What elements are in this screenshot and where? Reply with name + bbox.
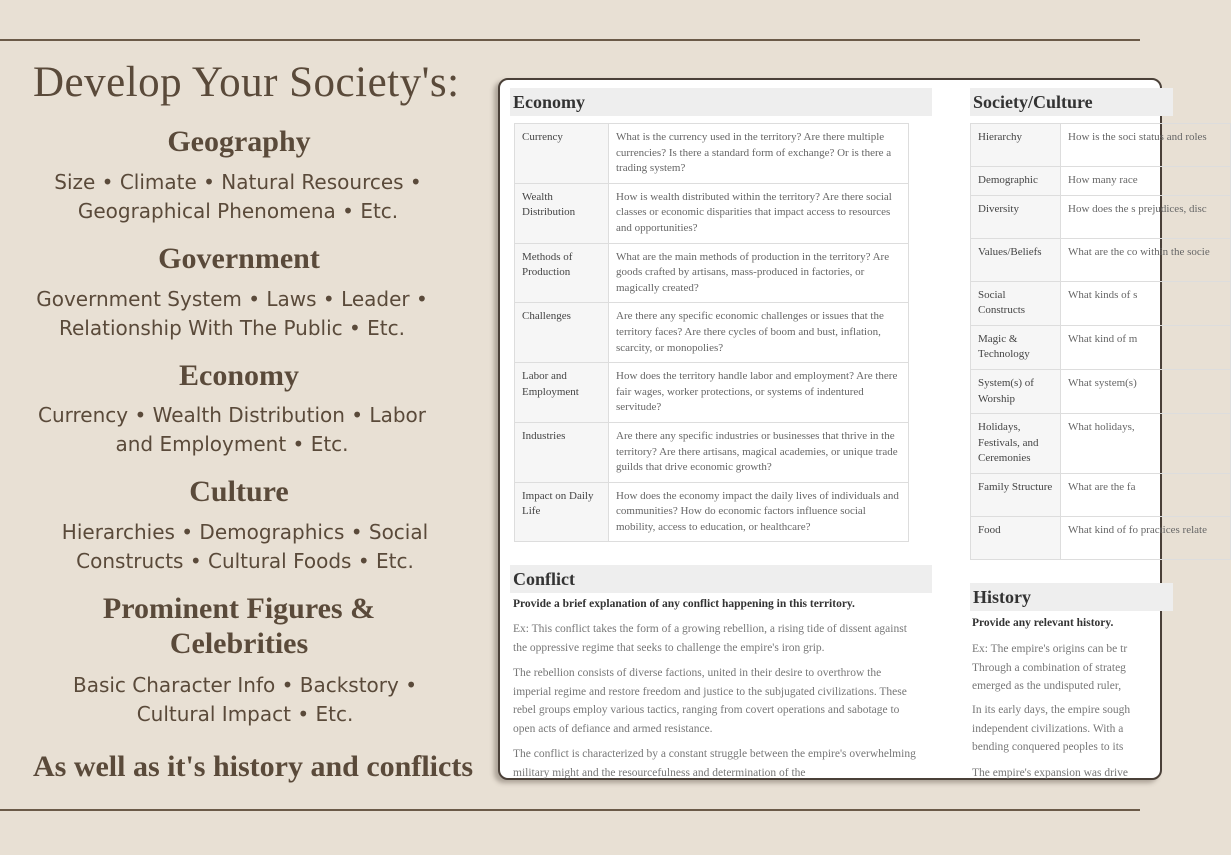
table-row	[971, 516, 1231, 559]
top-rule	[0, 39, 1140, 41]
table-row	[971, 414, 1231, 474]
row-question: How is wealth distributed within the territory? Are there social classes or economic disparities that impact access to resources and opportunities?	[609, 183, 909, 243]
culture-heading: Culture	[189, 475, 289, 508]
history-paragraph-3: The empire's expansion was drive	[972, 767, 1128, 779]
table-row	[515, 124, 909, 184]
conflict-paragraph-3: The conflict is characterized by a constant struggle between the empire's overwhelming military might and the resourcefulness and determination of the	[513, 748, 916, 779]
row-label: Wealth Distribution	[515, 183, 609, 243]
culture-line-2: Constructs • Cultural Foods • Etc.	[76, 549, 414, 573]
figures-heading-line-2: Celebrities	[169, 627, 309, 660]
conflict-section-heading: Conflict	[510, 565, 932, 593]
society-table	[970, 123, 1231, 560]
government-description	[22, 285, 442, 343]
row-question: How many race	[1061, 167, 1231, 196]
culture-line-1: Hierarchies • Demographics • Social	[61, 520, 429, 544]
closing-tagline: As well as it's history and conflicts	[32, 750, 473, 783]
government-line-1: Government System • Laws • Leader •	[36, 287, 428, 311]
row-question: What are the co within the socie	[1061, 238, 1231, 281]
row-label: Demographic	[971, 167, 1061, 196]
table-row	[515, 422, 909, 482]
row-question: What kind of fo practices relate	[1061, 516, 1231, 559]
row-label: System(s) of Worship	[971, 369, 1061, 413]
page-title: Develop Your Society's:	[33, 59, 460, 106]
economy-section-heading: Economy	[510, 88, 932, 116]
conflict-paragraph-2: The rebellion consists of diverse factions, united in their desire to overthrow the imperial regime and restore freedom and justice to the subjugated civilizations. These rebel groups employ various tactics, ranging from covert operations and sabotage to open acts of defiance and armed resistance.	[513, 667, 907, 736]
row-question: What are the main methods of production in the territory? Are goods crafted by artisans, mass-produced in factories, or magically created?	[609, 243, 909, 303]
economy-description	[22, 401, 442, 459]
history-prompt: Provide any relevant history.	[972, 617, 1114, 629]
conflict-prompt: Provide a brief explanation of any conflict happening in this territory.	[513, 598, 855, 610]
government-heading: Government	[158, 242, 320, 275]
figures-description	[35, 671, 455, 729]
row-label: Diversity	[971, 195, 1061, 238]
history-paragraph-1: Ex: The empire's origins can be tr Through a combination of strateg emerged as the undisputed ruler,	[972, 643, 1128, 693]
row-label: Labor and Employment	[515, 363, 609, 423]
geography-line-1: Size • Climate • Natural Resources •	[54, 170, 422, 194]
row-label: Holidays, Festivals, and Ceremonies	[971, 414, 1061, 474]
row-label: Values/Beliefs	[971, 238, 1061, 281]
row-label: Hierarchy	[971, 124, 1061, 167]
government-line-2: Relationship With The Public • Etc.	[59, 316, 405, 340]
history-section-heading: History	[970, 583, 1173, 611]
table-row	[515, 183, 909, 243]
row-question: What are the fa	[1061, 473, 1231, 516]
row-label: Social Constructs	[971, 281, 1061, 325]
culture-description	[35, 518, 455, 576]
row-question: How does the economy impact the daily lives of individuals and communities? How do economic factors influence social mobility, access to education, or healthcare?	[609, 482, 909, 542]
row-question: What kinds of s	[1061, 281, 1231, 325]
figures-line-2: Cultural Impact • Etc.	[136, 702, 354, 726]
feature-list-panel	[0, 42, 478, 807]
table-row	[971, 369, 1231, 413]
economy-line-1: Currency • Wealth Distribution • Labor	[38, 403, 426, 427]
figures-heading-line-1: Prominent Figures &	[102, 592, 376, 625]
row-label: Impact on Daily Life	[515, 482, 609, 542]
row-question: What holidays,	[1061, 414, 1231, 474]
row-question: What kind of m	[1061, 325, 1231, 369]
table-row	[515, 363, 909, 423]
table-row	[971, 325, 1231, 369]
economy-line-2: and Employment • Etc.	[115, 432, 349, 456]
table-row	[515, 303, 909, 363]
row-label: Magic & Technology	[971, 325, 1061, 369]
history-paragraph-2: In its early days, the empire sough independent civilizations. With a bending conquered peoples to its	[972, 704, 1131, 754]
row-label: Industries	[515, 422, 609, 482]
economy-table	[514, 123, 909, 542]
figures-heading	[0, 591, 478, 661]
bottom-rule	[0, 809, 1140, 811]
table-row	[971, 238, 1231, 281]
row-question: What system(s)	[1061, 369, 1231, 413]
figures-line-1: Basic Character Info • Backstory •	[72, 673, 418, 697]
geography-heading: Geography	[167, 125, 311, 158]
row-label: Challenges	[515, 303, 609, 363]
row-question: Are there any specific industries or businesses that thrive in the territory? Are there artisans, magical academies, or unique trade guilds that drive economic growth?	[609, 422, 909, 482]
row-question: Are there any specific economic challenges or issues that the territory faces? Are there cycles of boom and bust, inflation, scarcity, or monopolies?	[609, 303, 909, 363]
society-section-heading: Society/Culture	[970, 88, 1173, 116]
table-row	[971, 167, 1231, 196]
document-preview	[498, 78, 1210, 780]
table-row	[515, 482, 909, 542]
table-row	[515, 243, 909, 303]
row-label: Food	[971, 516, 1061, 559]
geography-description	[28, 168, 448, 226]
row-question: How is the soci status and roles	[1061, 124, 1231, 167]
row-label: Currency	[515, 124, 609, 184]
row-label: Family Structure	[971, 473, 1061, 516]
table-row	[971, 473, 1231, 516]
economy-heading: Economy	[179, 359, 299, 392]
table-row	[971, 281, 1231, 325]
row-question: How does the territory handle labor and employment? Are there fair wages, worker protections, or systems of indentured servitude?	[609, 363, 909, 423]
row-question: What is the currency used in the territory? Are there multiple currencies? Is there a standard form of exchange? Or is there a trading system?	[609, 124, 909, 184]
row-question: How does the s prejudices, disc	[1061, 195, 1231, 238]
table-row	[971, 124, 1231, 167]
table-row	[971, 195, 1231, 238]
geography-line-2: Geographical Phenomena • Etc.	[77, 199, 399, 223]
conflict-paragraph-1: Ex: This conflict takes the form of a growing rebellion, a rising tide of dissent against the oppressive regime that seeks to challenge the empire's iron grip.	[513, 623, 907, 654]
row-label: Methods of Production	[515, 243, 609, 303]
